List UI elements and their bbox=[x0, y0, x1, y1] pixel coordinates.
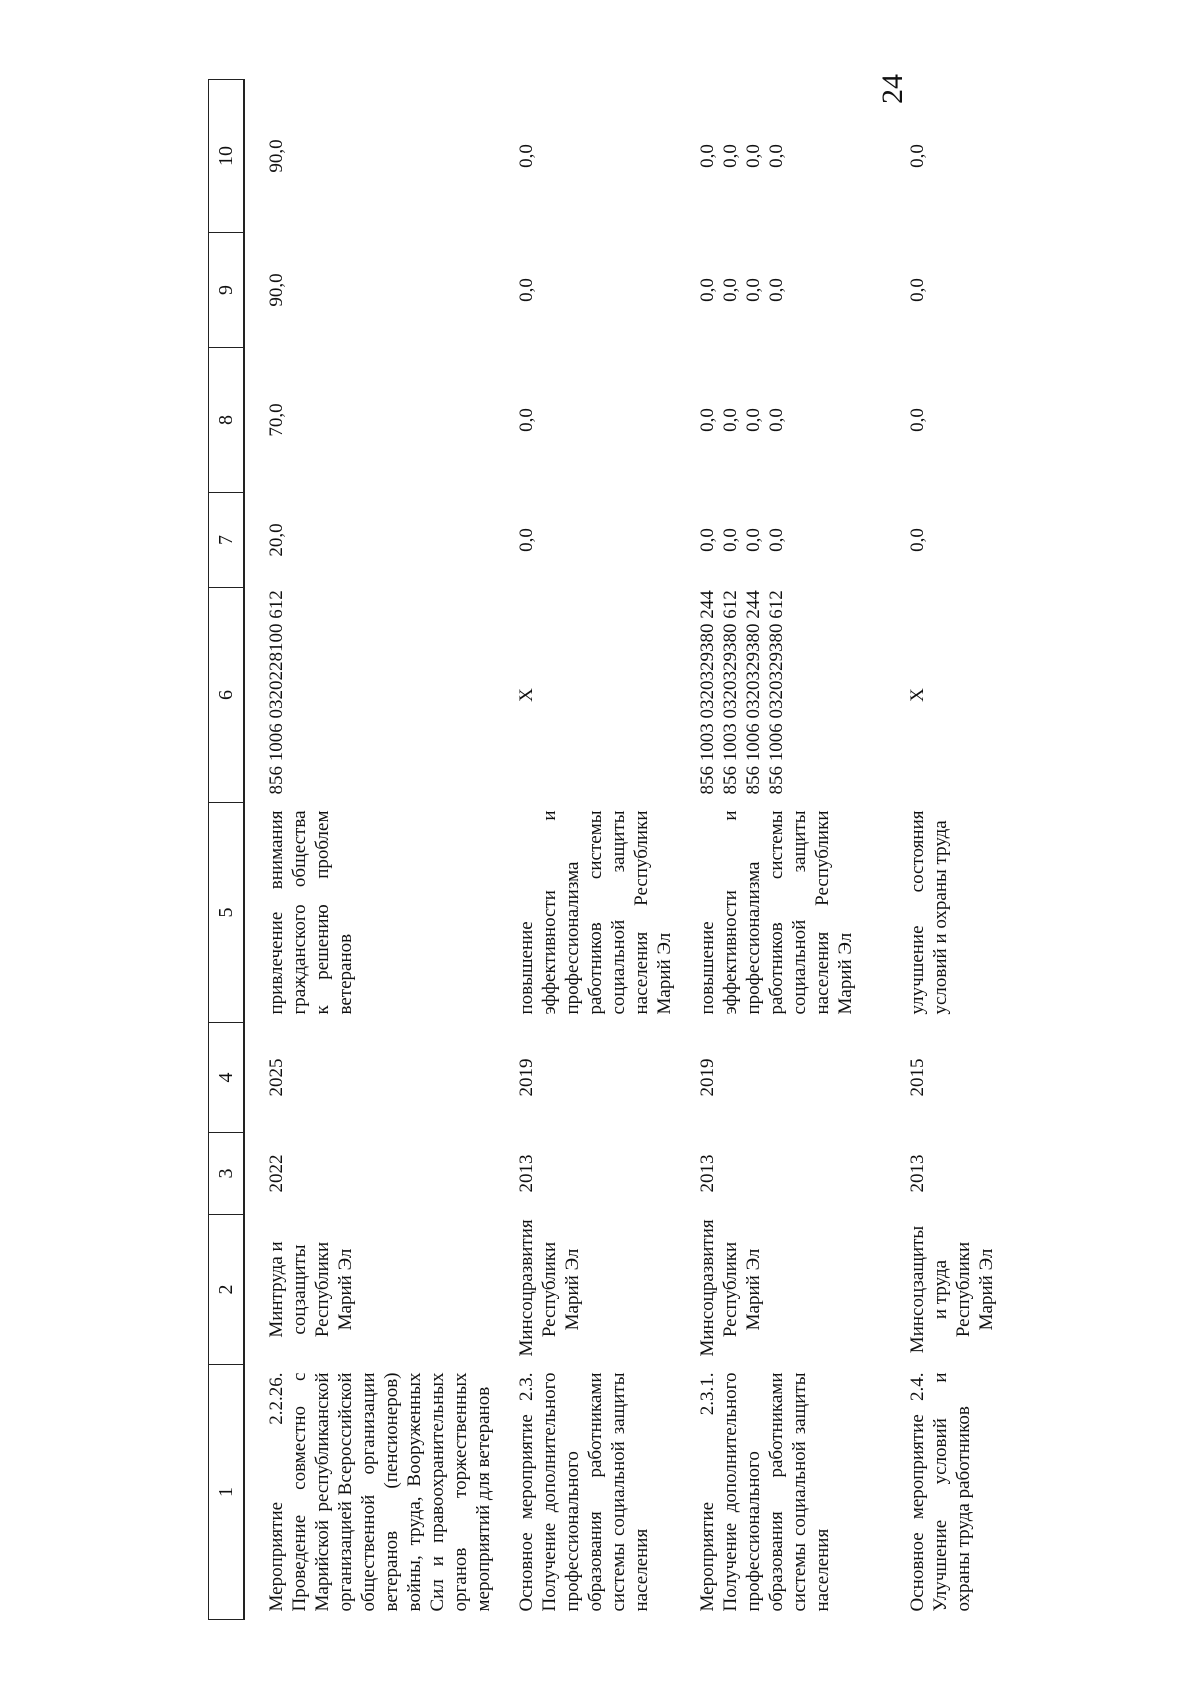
header-cell: 10 bbox=[209, 80, 245, 233]
activity-name: Основное мероприятие 2.4. Улучшение условий и охраны труда работников bbox=[907, 1372, 974, 1612]
end-year: 2015 bbox=[907, 1058, 928, 1097]
value: 0,0 bbox=[907, 144, 928, 168]
budget-code bbox=[244, 588, 495, 803]
value: 0,0 bbox=[743, 408, 764, 432]
value: 70,0 bbox=[266, 403, 287, 437]
activity-name: Мероприятие 2.3.1. Получение дополнительного профессионального образования работниками системы социальной защиты населения bbox=[697, 1372, 833, 1612]
table-row bbox=[244, 80, 495, 1620]
budget-code bbox=[886, 588, 1026, 803]
value-col10 bbox=[886, 80, 1026, 233]
value: 0,0 bbox=[516, 278, 537, 302]
value: 0,0 bbox=[766, 278, 787, 302]
executor: Минсоцзащиты и труда Республики Марий Эл bbox=[907, 1225, 997, 1354]
value: 0,0 bbox=[516, 144, 537, 168]
budget-code-line: Х bbox=[516, 688, 537, 702]
value: 0,0 bbox=[907, 528, 928, 552]
budget-code-line: 856 1006 0320329380 612 bbox=[766, 590, 787, 795]
value-col8 bbox=[676, 348, 886, 493]
value: 0,0 bbox=[697, 278, 718, 302]
start-year: 2022 bbox=[266, 1154, 287, 1193]
page-number: 24 bbox=[876, 74, 909, 104]
value: 0,0 bbox=[766, 144, 787, 168]
rotated-table-area bbox=[208, 80, 1013, 1620]
header-cell: 7 bbox=[209, 493, 245, 588]
value: 0,0 bbox=[720, 278, 741, 302]
value: 0,0 bbox=[766, 528, 787, 552]
value: 0,0 bbox=[720, 144, 741, 168]
value: 0,0 bbox=[907, 278, 928, 302]
budget-code bbox=[495, 588, 676, 803]
value-col9 bbox=[676, 233, 886, 348]
value-col9 bbox=[244, 233, 495, 348]
value-col9 bbox=[495, 233, 676, 348]
table-row bbox=[676, 80, 886, 1620]
value-col9 bbox=[886, 233, 1026, 348]
budget-code-line: 856 1003 0320329380 612 bbox=[720, 590, 741, 795]
end-year: 2025 bbox=[266, 1058, 287, 1097]
value: 0,0 bbox=[743, 278, 764, 302]
budget-code-line: Х bbox=[907, 688, 928, 702]
header-row bbox=[209, 80, 245, 1620]
expected-result: улучшение состояния условий и охраны труда bbox=[907, 810, 951, 1015]
value: 90,0 bbox=[266, 139, 287, 173]
value-col10 bbox=[244, 80, 495, 233]
expected-result: повышение эффективности и профессионализма работников системы социальной защиты населения Республики Марий Эл bbox=[516, 810, 675, 1015]
expected-result: привлечение внимания гражданского общества к решению проблем ветеранов bbox=[266, 810, 356, 1015]
table-row bbox=[886, 80, 1026, 1620]
header-cell: 1 bbox=[209, 1365, 245, 1620]
budget-code-line: 856 1006 0320329380 244 bbox=[743, 590, 764, 795]
value: 0,0 bbox=[766, 408, 787, 432]
expected-result: повышение эффективности и профессионализма работников системы социальной защиты населения Республики Марий Эл bbox=[697, 810, 856, 1015]
value: 0,0 bbox=[907, 408, 928, 432]
header-cell: 4 bbox=[209, 1023, 245, 1133]
executor: Минсоцразвития Республики Марий Эл bbox=[516, 1219, 583, 1357]
value-col8 bbox=[886, 348, 1026, 493]
value: 0,0 bbox=[720, 408, 741, 432]
start-year: 2013 bbox=[697, 1154, 718, 1193]
value-col7 bbox=[244, 493, 495, 588]
end-year: 2019 bbox=[516, 1058, 537, 1097]
value-col8 bbox=[495, 348, 676, 493]
program-table bbox=[208, 79, 1026, 1620]
budget-code bbox=[676, 588, 886, 803]
value-col7 bbox=[495, 493, 676, 588]
start-year: 2013 bbox=[516, 1154, 537, 1193]
table-row bbox=[495, 80, 676, 1620]
executor: Минтруда и соцзащиты Республики Марий Эл bbox=[266, 1241, 356, 1338]
header-cell: 2 bbox=[209, 1215, 245, 1365]
value: 0,0 bbox=[743, 144, 764, 168]
value-col7 bbox=[886, 493, 1026, 588]
activity-name: Мероприятие 2.2.26. Проведение совместно с Марийской республиканской организацией Всероссийской общественной организации ветеранов (пенсионеров) войны, труда, Вооруженных Сил и правоохранительных органов торжественных мероприятий для ветеранов bbox=[266, 1372, 494, 1612]
value: 0,0 bbox=[697, 144, 718, 168]
value: 0,0 bbox=[720, 528, 741, 552]
end-year: 2019 bbox=[697, 1058, 718, 1097]
value-col8 bbox=[244, 348, 495, 493]
value-col10 bbox=[495, 80, 676, 233]
value-col7 bbox=[676, 493, 886, 588]
budget-code-line: 856 1006 0320228100 612 bbox=[266, 590, 287, 795]
value-col10 bbox=[676, 80, 886, 233]
value: 0,0 bbox=[516, 408, 537, 432]
header-cell: 3 bbox=[209, 1133, 245, 1215]
activity-name: Основное мероприятие 2.3. Получение дополнительного профессионального образования работниками системы социальной защиты населения bbox=[516, 1372, 652, 1612]
header-cell: 9 bbox=[209, 233, 245, 348]
value: 0,0 bbox=[743, 528, 764, 552]
header-cell: 8 bbox=[209, 348, 245, 493]
value: 90,0 bbox=[266, 273, 287, 307]
budget-code-line: 856 1003 0320329380 244 bbox=[697, 590, 718, 795]
value: 0,0 bbox=[697, 408, 718, 432]
executor: Минсоцразвития Республики Марий Эл bbox=[697, 1219, 764, 1357]
value: 0,0 bbox=[516, 528, 537, 552]
value: 20,0 bbox=[266, 523, 287, 557]
header-cell: 5 bbox=[209, 803, 245, 1023]
value: 0,0 bbox=[697, 528, 718, 552]
header-cell: 6 bbox=[209, 588, 245, 803]
start-year: 2013 bbox=[907, 1154, 928, 1193]
